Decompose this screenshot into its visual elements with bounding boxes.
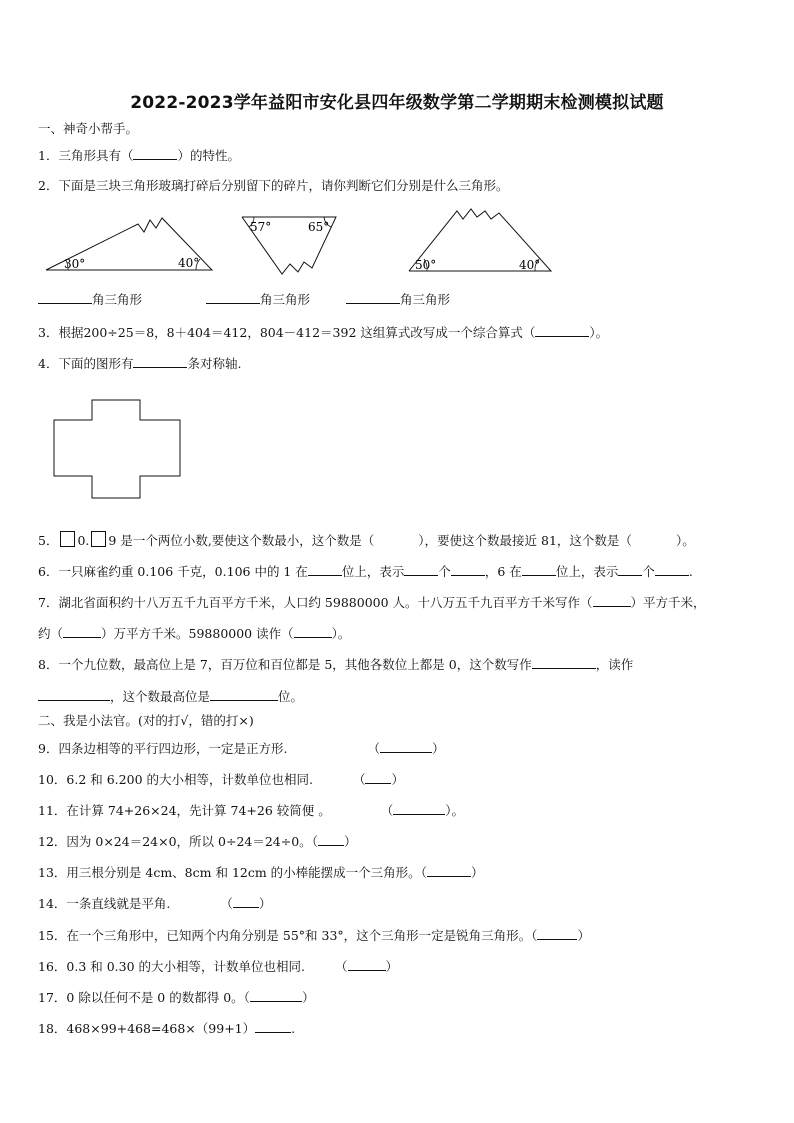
answer-blank[interactable] (393, 802, 445, 815)
bracket-close: ） (301, 990, 315, 1005)
question-text: 根据200÷25＝8，8＋404＝412，804－412＝392 这组算式改写成一个综合算式（ (58, 325, 536, 340)
question-text: . (688, 564, 693, 579)
question-text: ）的特性。 (177, 148, 240, 163)
question-text: 0 除以任何不是 0 的数都得 0。 (66, 990, 244, 1005)
question-text: 三角形具有（ (58, 148, 134, 163)
question-text: 用三根分别是 4cm、8cm 和 12cm 的小棒能摆成一个三角形。 (66, 865, 421, 880)
answer-suffix: 角三角形 (400, 292, 451, 307)
question-17 (38, 989, 314, 1006)
question-1 (38, 147, 240, 164)
question-number: 1． (38, 148, 59, 163)
question-11 (38, 802, 464, 819)
question-text: 0. (77, 533, 90, 548)
answer-blank[interactable] (535, 324, 589, 337)
bracket-close: ） (391, 772, 404, 787)
question-text: 四条边相等的平行四边形，一定是正方形. (58, 741, 288, 756)
question-text: 因为 0×24＝24×0，所以 0÷24＝24÷0。 (66, 834, 312, 849)
answer-blank[interactable] (233, 895, 259, 908)
answer-blank[interactable] (427, 864, 471, 877)
bracket-close: ） (470, 865, 484, 880)
answer-suffix: 角三角形 (92, 292, 143, 307)
answer-blank[interactable] (38, 688, 110, 701)
answer-blank[interactable] (532, 656, 596, 669)
question-15 (38, 927, 590, 944)
question-4 (38, 355, 241, 372)
angle-label: 40° (178, 256, 200, 270)
question-text: 9 是一个两位小数,要使这个数最小，这个数是（ (108, 533, 375, 548)
bracket-open: （ (380, 803, 394, 818)
question-number: 9． (38, 741, 59, 756)
digit-box[interactable] (91, 531, 106, 547)
triangle-fragment-2 (238, 212, 342, 278)
bracket-open: （ (367, 741, 380, 756)
question-12 (38, 833, 356, 850)
question-text: 位。 (278, 689, 304, 704)
bracket-close: ） (258, 896, 272, 911)
question-7-line-1 (38, 594, 706, 611)
question-number: 14． (38, 896, 67, 911)
question-number: 17． (38, 990, 67, 1005)
question-text: 湖北省面积约十八万五千九百平方千米，人口约 59880000 人。十八万五千九百平方千米写作（ (58, 595, 593, 610)
bracket-open: （ (220, 896, 233, 911)
answer-blank[interactable] (294, 625, 332, 638)
section-heading-2: 二、我是小法官。(对的打√，错的打×) (38, 713, 254, 728)
answer-blank[interactable] (451, 563, 485, 576)
answer-blank[interactable] (348, 958, 386, 971)
question-text: 6.2 和 6.200 的大小相等，计数单位也相同. (66, 772, 313, 787)
answer-blank[interactable] (655, 563, 689, 576)
answer-blank[interactable] (63, 625, 101, 638)
question-10 (38, 771, 404, 788)
answer-blank[interactable] (318, 833, 344, 846)
question-8-line-2 (38, 688, 303, 705)
answer-blank[interactable] (593, 594, 631, 607)
question-13 (38, 864, 483, 881)
answer-blank[interactable] (206, 291, 260, 304)
question-text: ，这个数最高位是 (110, 689, 211, 704)
bracket-close: ） (385, 959, 399, 974)
question-number: 10． (38, 772, 67, 787)
answer-blank[interactable] (346, 291, 400, 304)
question-text: 条对称轴. (187, 356, 242, 371)
question-number: 13． (38, 865, 67, 880)
question-2 (38, 178, 508, 194)
question-number: 15． (38, 928, 67, 943)
question-number: 12． (38, 834, 67, 849)
answer-blank[interactable] (365, 771, 391, 784)
answer-blank[interactable] (133, 355, 187, 368)
question-number: 8． (38, 657, 59, 672)
answer-blank[interactable] (618, 563, 642, 576)
question-number: 4． (38, 356, 59, 371)
question-8-line-1 (38, 656, 633, 673)
angle-label: 30° (64, 257, 86, 271)
answer-blank[interactable] (250, 989, 302, 1002)
question-text: ）平方千米， (630, 595, 706, 610)
question-6 (38, 563, 693, 580)
bracket-close: ） (577, 928, 590, 943)
bracket-close: ） (431, 741, 445, 756)
question-text: . (291, 1021, 296, 1036)
question-text: 0.3 和 0.30 的大小相等，计数单位也相同. (66, 959, 306, 974)
question-14 (38, 895, 271, 912)
answer-suffix: 角三角形 (260, 292, 311, 307)
question-18 (38, 1020, 295, 1037)
question-text: ，读作 (595, 657, 634, 672)
page-title: 2022-2023学年益阳市安化县四年级数学第二学期期末检测模拟试题 (130, 93, 664, 113)
question-number: 5． (38, 533, 59, 548)
triangle-fragment-1 (38, 210, 218, 275)
question-text: 位上，表示 (555, 564, 619, 579)
question-3 (38, 324, 608, 341)
question-text: 约（ (38, 626, 64, 641)
answer-blank[interactable] (537, 927, 577, 940)
question-text: ），要使这个数最接近 81，这个数是（ (418, 533, 632, 548)
question-text: ）。 (675, 533, 695, 548)
question-text: 一条直线就是平角. (66, 896, 171, 911)
q2-answer-3 (346, 291, 450, 308)
question-text: 一只麻雀约重 0.106 千克，0.106 中的 1 在 (58, 564, 308, 579)
question-text: 在一个三角形中，已知两个内角分别是 55°和 33°，这个三角形一定是锐角三角形。 (66, 928, 532, 943)
cross-shape-figure (50, 398, 184, 502)
answer-blank[interactable] (522, 563, 556, 576)
answer-blank[interactable] (255, 1020, 291, 1033)
section-heading-1: 一、神奇小帮手。 (38, 121, 139, 136)
angle-label: 65° (308, 220, 330, 234)
bracket-open: （ (531, 928, 538, 943)
bracket-open: （ (311, 834, 318, 849)
question-number: 6． (38, 564, 59, 579)
question-7-line-2 (38, 625, 350, 642)
question-text: 个 (438, 564, 451, 579)
question-9 (38, 740, 444, 757)
question-text: ，6 在 (484, 564, 522, 579)
answer-blank[interactable] (404, 563, 438, 576)
question-number: 11． (38, 803, 67, 818)
question-text: 468×99+468=468×（99+1） (66, 1021, 256, 1036)
bracket-close: ）。 (445, 803, 465, 818)
question-number: 16． (38, 959, 67, 974)
digit-box[interactable] (60, 531, 75, 547)
question-text: 一个九位数，最高位上是 7，百万位和百位都是 5，其他各数位上都是 0，这个数写作 (58, 657, 532, 672)
bracket-open: （ (243, 990, 250, 1005)
answer-blank[interactable] (308, 563, 342, 576)
question-text: 下面是三块三角形玻璃打碎后分别留下的碎片，请你判断它们分别是什么三角形。 (58, 178, 509, 193)
bracket-open: （ (420, 865, 427, 880)
question-number: 7． (38, 595, 59, 610)
question-5 (38, 531, 695, 549)
triangle-fragment-3 (405, 205, 555, 275)
question-16 (38, 958, 398, 975)
question-number: 2． (38, 178, 59, 193)
answer-blank[interactable] (133, 147, 177, 160)
answer-blank[interactable] (210, 688, 278, 701)
answer-blank[interactable] (38, 291, 92, 304)
answer-blank[interactable] (380, 740, 432, 753)
question-text: 个 (642, 564, 655, 579)
bracket-close: ） (343, 834, 357, 849)
bracket-open: （ (335, 959, 348, 974)
angle-label: 50° (415, 258, 437, 272)
question-number: 18． (38, 1021, 67, 1036)
question-text: 在计算 74+26×24，先计算 74+26 较简便 。 (66, 803, 331, 818)
bracket-open: （ (352, 772, 366, 787)
question-text: ）。 (331, 626, 351, 641)
q2-answer-1 (38, 291, 142, 308)
question-text: 位上，表示 (341, 564, 405, 579)
angle-label: 40° (519, 258, 541, 272)
question-text: 下面的图形有 (58, 356, 134, 371)
question-text: ）。 (589, 325, 609, 340)
q2-answer-2 (206, 291, 310, 308)
question-number: 3． (38, 325, 59, 340)
question-text: ）万平方千米。59880000 读作（ (101, 626, 294, 641)
angle-label: 57° (250, 220, 272, 234)
